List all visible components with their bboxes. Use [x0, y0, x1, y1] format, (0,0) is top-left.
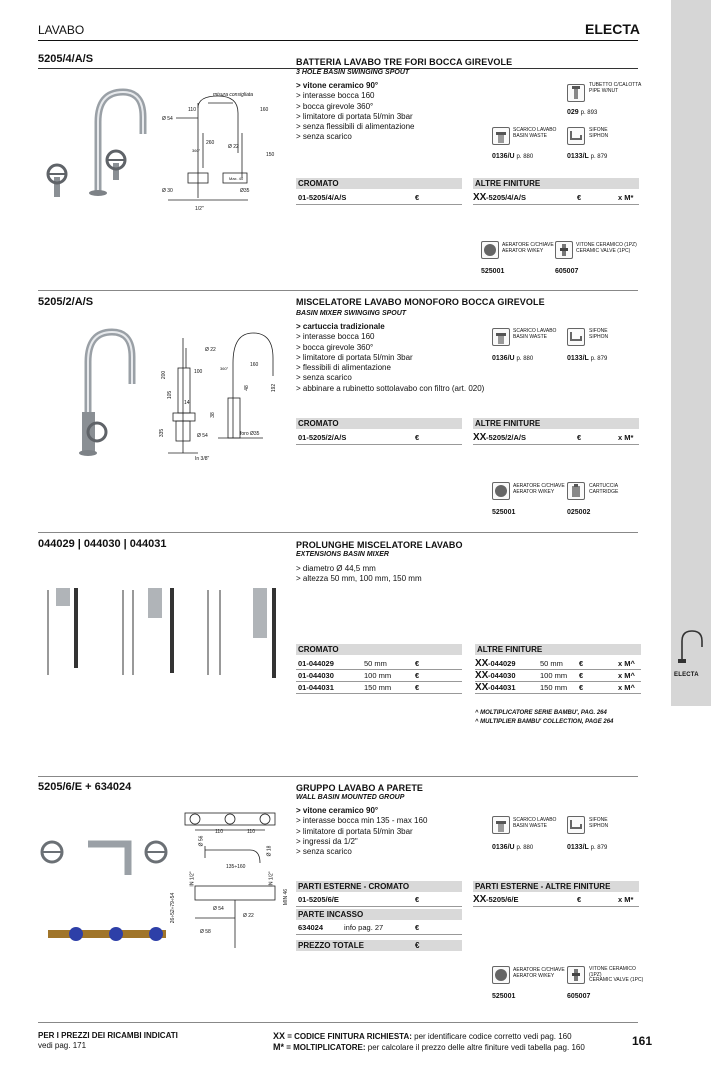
dimension-label: 110	[188, 107, 196, 113]
feature-item: > interasse bocca 160	[296, 91, 375, 101]
size: 50 mm	[364, 659, 387, 668]
accessory-label: AERATORE C/CHIAVE AERATOR W/KEY	[513, 483, 565, 495]
basin-waste-icon	[492, 328, 510, 346]
total-band	[296, 940, 462, 951]
footer-rule	[38, 1022, 638, 1023]
row-rule	[473, 444, 639, 445]
product-subtitle: WALL BASIN MOUNTED GROUP	[296, 794, 405, 801]
currency: €	[579, 659, 584, 668]
finish-prefix: XX	[475, 682, 489, 693]
feature-item: > senza scarico	[296, 373, 352, 383]
row-rule	[296, 669, 462, 670]
dimension-label: In 3/8"	[195, 456, 210, 462]
incasso-band: PARTE INCASSO	[296, 909, 462, 920]
multiplier: x M^	[618, 671, 635, 680]
feature-item: > altezza 50 mm, 100 mm, 150 mm	[296, 574, 422, 584]
dimension-label: 14	[184, 400, 190, 406]
footer-left-line: vedi pag. 171	[38, 1041, 87, 1050]
dimension-label: Ø 22	[243, 913, 254, 919]
dimension-label: 110	[215, 829, 223, 835]
article-code: 01-044031	[298, 683, 334, 692]
row-rule	[473, 204, 639, 205]
finish-band: CROMATO	[296, 644, 462, 655]
product-title: GRUPPO LAVABO A PARETE	[296, 783, 424, 793]
dimension-label: 160	[260, 107, 269, 113]
finish-prefix: XX	[473, 432, 487, 443]
dimension-label: Max. 40	[229, 176, 244, 181]
aerator-icon	[492, 482, 510, 500]
product-title: BATTERIA LAVABO TRE FORI BOCCA GIREVOLE	[296, 57, 513, 67]
product-subtitle: EXTENSIONS BASIN MIXER	[296, 551, 389, 558]
dimension-label: 110	[247, 829, 255, 835]
feature-item: > flessibili di alimentazione	[296, 363, 391, 373]
row-rule	[296, 693, 462, 694]
pipe-nut-icon	[567, 84, 585, 102]
currency: €	[415, 895, 420, 904]
product-photo-handle	[102, 150, 132, 180]
section-divider	[38, 290, 638, 291]
basin-waste-icon	[492, 816, 510, 834]
finish-prefix: XX	[475, 670, 489, 681]
finish-band: PARTI ESTERNE - CROMATO	[296, 881, 462, 892]
technical-drawing	[158, 328, 278, 458]
article-code: 01-044029	[298, 659, 334, 668]
dimension-label: 105	[167, 390, 174, 400]
dimension-label: 260	[206, 140, 215, 146]
dimension-label: 360°	[192, 148, 201, 153]
currency: €	[415, 193, 420, 202]
product-photo	[38, 82, 138, 202]
dimension-label: 360°	[220, 366, 229, 371]
dimension-label: foro Ø35	[240, 431, 260, 437]
dimension-label: Ø 56	[198, 835, 205, 847]
accessory-code: 0136/U p. 880	[492, 355, 534, 362]
feature-item: > bocca girevole 360°	[296, 342, 374, 352]
product-features	[296, 806, 427, 857]
accessory-code: 525001	[492, 993, 516, 1000]
accessory-code: 029 p. 893	[567, 109, 598, 116]
section-divider	[38, 532, 638, 533]
product-features	[296, 322, 484, 394]
article-code: -5205/2/A/S	[486, 433, 527, 442]
currency: €	[415, 659, 420, 668]
dimension-label: Ø 18	[266, 845, 273, 857]
row-rule	[296, 934, 462, 935]
feature-item: > senza scarico	[296, 132, 352, 142]
dimension-label: 192	[271, 383, 278, 393]
aerator-icon	[492, 966, 510, 984]
accessory-code: 525001	[492, 509, 516, 516]
dimension-label: 335	[159, 428, 166, 438]
alt-finish-band: ALTRE FINITURE	[473, 418, 639, 429]
multiplier-note: ^ MULTIPLIER BAMBU' COLLECTION, PAGE 264	[475, 719, 614, 725]
article-code: -044029	[488, 659, 516, 668]
legend-xx: XX = CODICE FINITURA RICHIESTA: per identificare codice corretto vedi pag. 160	[273, 1031, 572, 1041]
currency: €	[579, 671, 584, 680]
product-photo	[60, 322, 150, 462]
finish-prefix: XX	[475, 658, 489, 669]
dimension-label: 150	[266, 152, 275, 158]
dimension-label: misura consigliata	[213, 92, 254, 98]
multiplier: x M*	[618, 193, 634, 202]
article-code: 01-5205/6/E	[298, 895, 339, 904]
size: 100 mm	[364, 671, 392, 680]
basin-waste-icon	[492, 127, 510, 145]
currency: €	[415, 683, 420, 692]
dimension-label: IN 1/2"	[268, 871, 275, 887]
dimension-label: Ø35	[240, 188, 250, 194]
accessory-label: AERATORE C/CHIAVE AERATOR W/KEY	[513, 967, 565, 979]
accessory-label: SIFONE SIPHON	[589, 817, 609, 829]
row-rule	[296, 204, 462, 205]
footer-legend	[273, 1031, 585, 1053]
dimension-label: IN 1/2"	[189, 871, 196, 887]
side-tab-strip	[671, 0, 711, 706]
accessory-label: SIFONE SIPHON	[589, 127, 609, 139]
row-rule	[296, 681, 462, 682]
accessory-label: SCARICO LAVABO BASIN WASTE	[513, 817, 557, 829]
alt-finish-band: ALTRE FINITURE	[473, 178, 639, 189]
row-rule	[475, 681, 641, 682]
product-photo	[38, 830, 173, 950]
info-ref: info pag. 27	[344, 923, 384, 932]
siphon-icon	[567, 816, 585, 834]
product-title: PROLUNGHE MISCELATORE LAVABO	[296, 540, 463, 550]
size: 150 mm	[364, 683, 392, 692]
accessory-code: 0133/L p. 879	[567, 153, 608, 160]
article-code: -044031	[488, 683, 516, 692]
accessory-label: VITONE CERAMICO (1PZ) CERAMIC VALVE (1PC)	[589, 966, 644, 984]
multiplier-note: ^ MOLTIPLICATORE SERIE BAMBU', PAG. 264	[475, 710, 607, 716]
finish-prefix: XX	[473, 192, 487, 203]
feature-item: > limitatore di portata 5l/min 3bar	[296, 111, 413, 121]
article-code: -044030	[488, 671, 516, 680]
accessory-code: 605007	[567, 993, 591, 1000]
product-photo	[38, 580, 288, 690]
dimension-label: Ø 58	[200, 929, 211, 935]
accessory-label: SIFONE SIPHON	[589, 328, 609, 340]
article-code: 634024	[298, 923, 324, 932]
product-features	[296, 81, 415, 143]
legend-multiplier: M* = MOLTIPLICATORE: per calcolare il prezzo delle altre finiture vedi tabella pag. 160	[273, 1042, 585, 1052]
feature-item: > limitatore di portata 5l/min 3bar	[296, 826, 413, 836]
size: 100 mm	[540, 671, 568, 680]
dimension-label: Ø 54	[213, 906, 224, 912]
section-divider	[38, 776, 638, 777]
dimension-label: 135÷160	[226, 864, 246, 870]
accessory-code: 0133/L p. 879	[567, 355, 608, 362]
feature-item: > limitatore di portata 5l/min 3bar	[296, 352, 413, 362]
multiplier: x M^	[618, 659, 635, 668]
currency: €	[577, 193, 582, 202]
feature-item: > senza scarico	[296, 847, 352, 857]
feature-item: > vitone ceramico 90°	[296, 806, 379, 815]
ceramic-valve-icon	[555, 241, 573, 259]
accessory-code: 0136/U p. 880	[492, 153, 534, 160]
alt-finish-band: PARTI ESTERNE - ALTRE FINITURE	[473, 881, 639, 892]
feature-item: > vitone ceramico 90°	[296, 81, 379, 90]
feature-item: > abbinare a rubinetto sottolavabo con filtro (art. 020)	[296, 383, 485, 393]
header-category: LAVABO	[38, 23, 85, 37]
article-code: -5205/6/E	[486, 895, 519, 904]
feature-item: > interasse bocca 160	[296, 332, 375, 342]
size: 150 mm	[540, 683, 568, 692]
dimension-label: 26÷52÷79÷54	[170, 892, 177, 924]
dimension-label: Ø 54	[162, 116, 173, 122]
finish-prefix: XX	[473, 894, 487, 905]
aerator-icon	[481, 241, 499, 259]
footer-spare-parts-note	[38, 1031, 178, 1051]
accessory-code: 025002	[567, 509, 591, 516]
siphon-icon	[567, 328, 585, 346]
dimension-label: 48	[243, 385, 250, 391]
siphon-icon	[567, 127, 585, 145]
dimension-label: Ø 22	[205, 347, 216, 353]
dimension-label: Ø 22	[228, 144, 239, 150]
currency: €	[415, 923, 420, 932]
currency: €	[577, 895, 582, 904]
dimension-label: MIN 46	[283, 888, 290, 906]
accessory-code: 0133/L p. 879	[567, 844, 608, 851]
total-label: PREZZO TOTALE	[298, 941, 364, 950]
page-number: 161	[632, 1034, 653, 1048]
currency: €	[577, 433, 582, 442]
accessory-label: CARTUCCIA CARTRIDGE	[589, 483, 619, 495]
accessory-code: 605007	[555, 268, 579, 275]
footer-left-line: PER I PREZZI DEI RICAMBI INDICATI	[38, 1031, 178, 1040]
article-code: 01-5205/4/A/S	[298, 193, 347, 202]
product-title: MISCELATORE LAVABO MONOFORO BOCCA GIREVOLE	[296, 297, 545, 307]
dimension-label: Ø 54	[197, 433, 208, 439]
currency: €	[579, 683, 584, 692]
multiplier: x M^	[618, 683, 635, 692]
product-subtitle: 3 HOLE BASIN SWINGING SPOUT	[296, 69, 410, 76]
finish-band: CROMATO	[296, 178, 462, 189]
accessory-label: AERATORE C/CHIAVE AERATOR W/KEY	[502, 242, 554, 254]
currency: €	[415, 941, 420, 950]
feature-item: > senza flessibili di alimentazione	[296, 122, 415, 132]
accessory-label: SCARICO LAVABO BASIN WASTE	[513, 328, 557, 340]
dimension-label: 160	[250, 362, 259, 368]
product-code: 5205/2/A/S	[38, 296, 94, 308]
feature-item: > cartuccia tradizionale	[296, 322, 385, 331]
accessory-code: 525001	[481, 268, 505, 275]
product-code: 5205/6/E + 634024	[38, 781, 132, 793]
accessory-label: VITONE CERAMICO (1PZ) CERAMIC VALVE (1PC)	[576, 242, 637, 254]
finish-band: CROMATO	[296, 418, 462, 429]
cartridge-icon	[567, 482, 585, 500]
product-code: 5205/4/A/S	[38, 53, 94, 65]
alt-finish-band: ALTRE FINITURE	[475, 644, 641, 655]
currency: €	[415, 433, 420, 442]
article-code: 01-5205/2/A/S	[298, 433, 347, 442]
dimension-label: Ø 30	[162, 188, 173, 194]
product-subtitle: BASIN MIXER SWINGING SPOUT	[296, 310, 407, 317]
article-code: 01-044030	[298, 671, 334, 680]
dimension-label: 100	[194, 369, 203, 375]
multiplier: x M*	[618, 433, 634, 442]
header-brand: ELECTA	[585, 21, 640, 37]
multiplier: x M*	[618, 895, 634, 904]
row-rule	[473, 906, 639, 907]
product-code: 044029 | 044030 | 044031	[38, 538, 167, 550]
header-rule	[38, 40, 638, 41]
feature-item: > interasse bocca min 135 - max 160	[296, 816, 428, 826]
feature-item: > ingressi da 1/2"	[296, 836, 358, 846]
dimension-label: 200	[161, 370, 168, 380]
size: 50 mm	[540, 659, 563, 668]
row-rule	[475, 693, 641, 694]
accessory-label: SCARICO LAVABO BASIN WASTE	[513, 127, 557, 139]
feature-item: > diametro Ø 44,5 mm	[296, 564, 376, 573]
feature-item: > bocca girevole 360°	[296, 101, 374, 111]
accessory-label: TUBETTO C/CALOTTA PIPE W/NUT	[589, 82, 642, 94]
dimension-label: 1/2"	[195, 206, 204, 212]
ceramic-valve-icon	[567, 966, 585, 984]
currency: €	[415, 671, 420, 680]
dimension-label: 38	[209, 412, 216, 418]
row-rule	[296, 906, 462, 907]
side-tab-faucet-icon	[672, 625, 711, 665]
side-tab-label: ELECTA	[674, 672, 699, 678]
row-rule	[475, 669, 641, 670]
accessory-code: 0136/U p. 880	[492, 844, 534, 851]
product-features	[296, 564, 422, 585]
article-code: -5205/4/A/S	[486, 193, 527, 202]
row-rule	[296, 444, 462, 445]
